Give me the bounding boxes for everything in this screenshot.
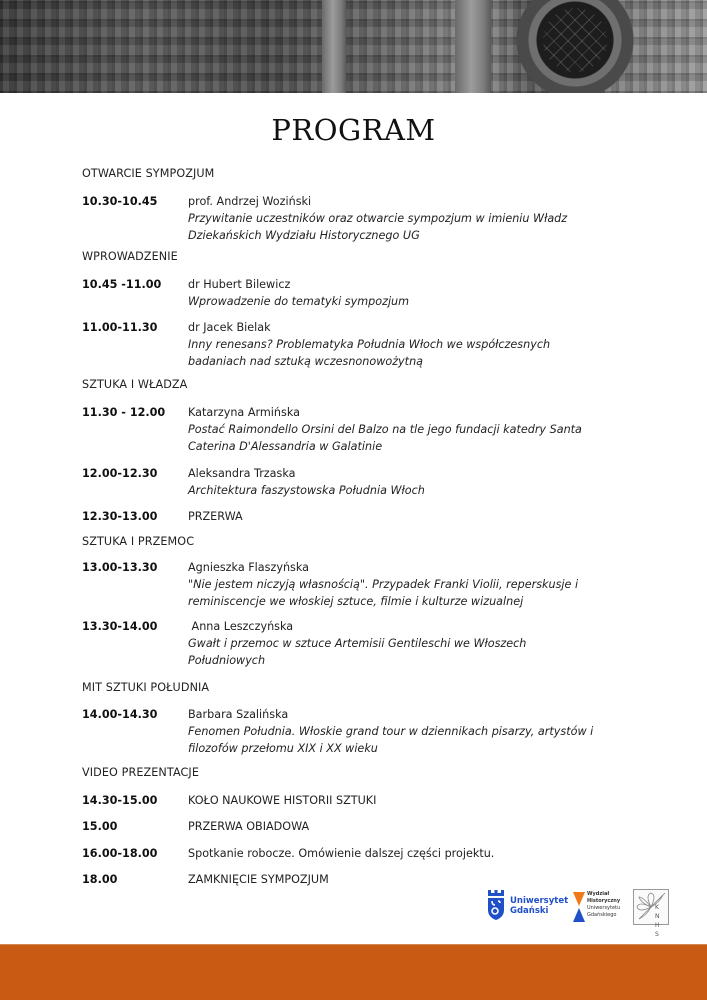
ug-wordmark [510,896,568,916]
topic-line: Caterina D'Alessandria w Galatinie [188,440,383,453]
session-topic [188,723,638,757]
session-speaker: Aleksandra Trzaska [188,467,296,480]
header-column [322,0,346,93]
wh-line4: Gdańskiego [587,912,617,918]
session-speaker: KOŁO NAUKOWE HISTORII SZTUKI [188,794,377,807]
session-topic [188,293,638,310]
session-time: 18.00 [82,873,118,886]
session-topic [188,482,638,499]
footer-band [0,944,707,1000]
header-column [455,0,491,93]
topic-line: Przywitanie uczestników oraz otwarcie sympozjum w imieniu Władz [188,212,568,225]
session-time: 16.00-18.00 [82,847,158,860]
topic-line: badaniach nad sztuką wczesnonowożytną [188,355,424,368]
section-heading: MIT SZTUKI POŁUDNIA [82,681,210,694]
session-time: 15.00 [82,820,118,833]
logo-knhs [633,889,669,938]
session-topic [188,421,638,455]
session-topic [188,336,638,370]
session-time: 13.30-14.00 [82,620,158,633]
session-speaker: Agnieszka Flaszyńska [188,561,310,574]
ug-line2: Gdański [510,906,549,916]
wh-line3: Uniwersytetu [587,905,621,911]
session-speaker: Anna Leszczyńska [188,620,294,633]
hourglass-icon [573,892,585,922]
session-break: PRZERWA OBIADOWA [188,820,310,833]
session-time: 13.00-13.30 [82,561,158,574]
session-speaker: dr Jacek Bielak [188,321,271,334]
topic-line: Architektura faszystowska Południa Włoch [188,484,425,497]
session-topic [188,635,638,669]
session-time: 10.30-10.45 [82,195,158,208]
session-speaker: Katarzyna Armińska [188,406,300,419]
topic-line: reminiscencje we włoskiej sztuce, filmie i kulturze wizualnej [188,595,524,608]
section-heading: VIDEO PREZENTACJE [82,766,199,779]
session-speaker: Spotkanie robocze. Omówienie dalszej części projektu. [188,847,495,860]
wh-wordmark [587,891,620,919]
session-speaker: Barbara Szalińska [188,708,289,721]
ug-shield-icon [486,890,506,920]
rose-window [543,8,607,72]
session-topic [188,210,638,244]
topic-line: Dziekańskich Wydziału Historycznego UG [188,229,420,242]
session-time: 11.00-11.30 [82,321,158,334]
session-time: 12.30-13.00 [82,510,158,523]
topic-line: Gwałt i przemoc w sztuce Artemisii Gentileschi we Włoszech [188,637,527,650]
knhs-letters [655,903,668,939]
page-title: PROGRAM [271,113,436,147]
session-topic [188,576,638,610]
session-time: 14.30-15.00 [82,794,158,807]
topic-line: Postać Raimondello Orsini del Balzo na tle jego fundacji katedry Santa [188,423,582,436]
ug-line1: Uniwersytet [510,896,569,906]
knhs-row1: K N [655,904,661,920]
topic-line: Wprowadzenie do tematyki sympozjum [188,295,410,308]
knhs-row2: H S [655,922,662,938]
session-time: 14.00-14.30 [82,708,158,721]
topic-line: "Nie jestem niczyją własnością". Przypadek Franki Violii, reperskusje i [188,578,579,591]
logo-wydzial-historyczny [573,890,633,924]
topic-line: Fenomen Południa. Włoskie grand tour w dziennikach pisarzy, artystów i [188,725,594,738]
section-heading: WPROWADZENIE [82,250,178,263]
session-time: 11.30 - 12.00 [82,406,166,419]
section-heading: OTWARCIE SYMPOZJUM [82,167,215,180]
session-break: PRZERWA [188,510,243,523]
section-heading: SZTUKA I PRZEMOC [82,535,195,548]
session-speaker: dr Hubert Bilewicz [188,278,291,291]
wh-line2: Historyczny [587,898,621,904]
topic-line: filozofów przełomu XIX i XX wieku [188,742,378,755]
session-time: 12.00-12.30 [82,467,158,480]
header-photo-baroque-facade [0,0,707,93]
logo-uniwersytet-gdanski [486,890,569,924]
session-closing: ZAMKNIĘCIE SYMPOZJUM [188,873,329,886]
topic-line: Południowych [188,654,266,667]
section-heading: SZTUKA I WŁADZA [82,378,188,391]
wh-line1: Wydział [587,891,610,897]
session-time: 10.45 -11.00 [82,278,162,291]
session-speaker: prof. Andrzej Woziński [188,195,312,208]
topic-line: Inny renesans? Problematyka Południa Włoch we współczesnych [188,338,551,351]
